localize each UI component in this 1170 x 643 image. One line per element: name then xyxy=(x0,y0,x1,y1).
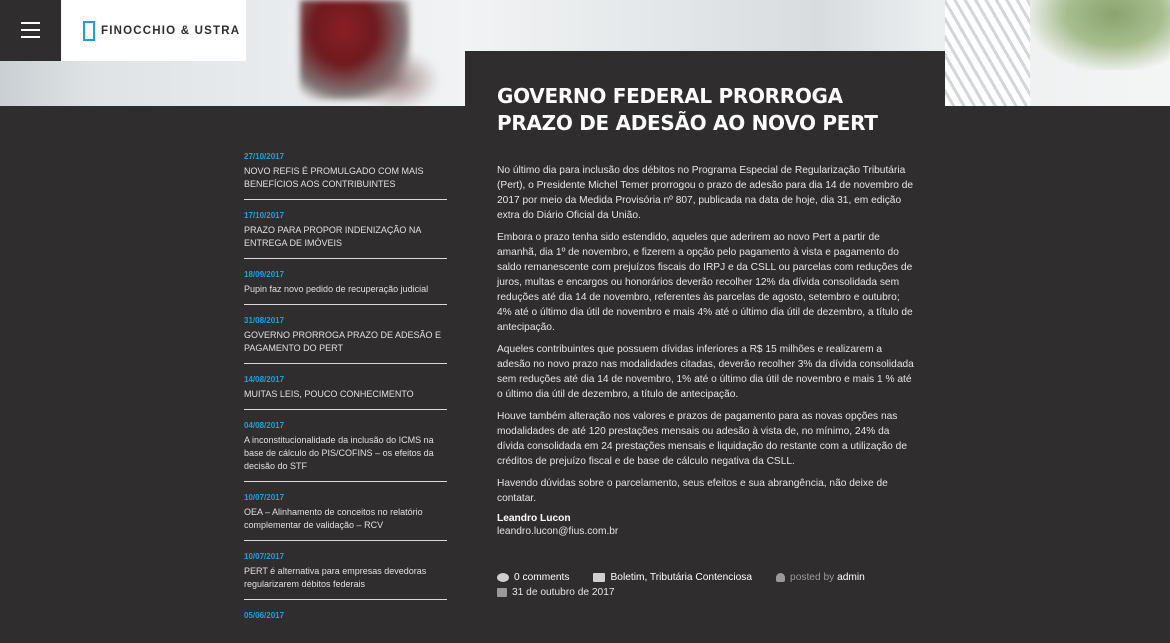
news-title[interactable]: Pupin faz novo pedido de recuperação judicial xyxy=(244,284,429,294)
article-paragraph: Houve também alteração nos valores e prazos de pagamento para as novas opções nas modalidades de até 120 prestações mensais ou adesão à vista de, no mínimo, 24% da dívida consolidada em 24 prestações mensais e liquidação do restante com a utilização de créditos de prejuízo fiscal e de base de cálculo negativa da CSLL. xyxy=(497,411,908,467)
news-item[interactable] xyxy=(244,375,447,410)
categories-link[interactable]: Boletim, Tributária Contenciosa xyxy=(610,572,753,583)
folder-icon xyxy=(593,573,605,582)
news-title[interactable]: OEA – Alinhamento de conceitos no relatório complementar de validação – RCV xyxy=(244,507,423,530)
news-date: 10/07/2017 xyxy=(244,493,285,502)
news-item[interactable] xyxy=(244,421,447,482)
news-item[interactable] xyxy=(244,493,447,541)
menu-bar-icon xyxy=(21,22,40,24)
news-date: 14/08/2017 xyxy=(244,375,285,384)
news-date: 05/06/2017 xyxy=(244,611,285,620)
news-title[interactable]: MUITAS LEIS, POUCO CONHECIMENTO xyxy=(244,389,414,399)
hero-tree xyxy=(1030,0,1170,70)
news-item[interactable] xyxy=(244,270,447,305)
calendar-icon xyxy=(497,588,507,597)
article-paragraph: Aqueles contribuintes que possuem dívidas inferiores a R$ 15 milhões e realizarem a adesão no novo prazo nas modalidades citadas, deverão recolher 3% da dívida consolidada sem reduções até dia 14 de novembro, 1% até o último dia útil de novembro e mais 1 % até o último dia útil de dezembro, a título de antecipação. xyxy=(497,344,914,400)
news-item[interactable] xyxy=(244,611,447,632)
brand-logo[interactable] xyxy=(61,0,246,61)
news-title[interactable]: A inconstitucionalidade da inclusão do ICMS na base de cálculo do PIS/COFINS – os efeitos da decisão do STF xyxy=(244,435,434,471)
user-icon xyxy=(776,573,785,582)
post-date: 31 de outubro de 2017 xyxy=(512,587,615,598)
hero-lattice xyxy=(945,0,1030,106)
article-paragraph: Havendo dúvidas sobre o parcelamento, seus efeitos e sua abrangência, não deixe de contatar. xyxy=(497,478,888,504)
news-list xyxy=(244,152,447,643)
menu-bar-icon xyxy=(21,36,40,38)
news-item[interactable] xyxy=(244,316,447,364)
news-item[interactable] xyxy=(244,552,447,600)
brand-name: FINOCCHIO & USTRA xyxy=(101,24,241,37)
news-date: 18/09/2017 xyxy=(244,270,285,279)
posted-by-label: posted by xyxy=(790,572,835,583)
news-title[interactable]: NOVO REFIS É PROMULGADO COM MAIS BENEFÍCIOS AOS CONTRIBUINTES xyxy=(244,166,424,189)
comments-link[interactable]: 0 comments xyxy=(514,572,570,583)
menu-bar-icon xyxy=(21,29,40,31)
news-title[interactable]: GOVERNO PRORROGA PRAZO DE ADESÃO E PAGAMENTO DO PERT xyxy=(244,330,442,353)
article-paragraph: Embora o prazo tenha sido estendido, aqueles que aderirem ao novo Pert a partir de amanhã, dia 1º de novembro, e fizerem a opção pelo pagamento à vista e pagamento do saldo remanescente com prejuízos fiscais do IRPJ e da CSLL ou parcelas com reduções de juros, multas e encargos ou honorários deverão recolher 12% da dívida consolidada sem reduções até dia 14 de novembro, referentes às parcelas de agosto, setembro e outubro; 4% até o último dia útil de novembro e mais 4% até o último dia útil de dezembro, a título de antecipação. xyxy=(497,232,913,333)
article-author: Leandro Lucon xyxy=(497,513,571,524)
news-date: 17/10/2017 xyxy=(244,211,285,220)
news-date: 04/08/2017 xyxy=(244,421,285,430)
article-paragraph: No último dia para inclusão dos débitos no Programa Especial de Regularização Tributária (Pert), o Presidente Michel Temer prorrogou o prazo de adesão para dia 14 de novembro de 2017 por meio da Medida Provisória nº 807, publicada na data de hoje, dia 31, em edição extra do Diário Oficial da União. xyxy=(497,165,914,221)
author-link[interactable]: admin xyxy=(837,572,865,583)
news-date: 31/08/2017 xyxy=(244,316,285,325)
article-title: GOVERNO FEDERAL PRORROGA PRAZO DE ADESÃO AO NOVO PERT xyxy=(497,84,878,135)
author-email[interactable]: leandro.lucon@fius.com.br xyxy=(497,526,619,537)
news-date: 27/10/2017 xyxy=(244,152,285,161)
news-date: 10/07/2017 xyxy=(244,552,285,561)
comment-icon xyxy=(497,573,509,582)
news-title[interactable]: PERT é alternativa para empresas devedoras regularizarem débitos federais xyxy=(244,566,427,589)
logo-mark-icon xyxy=(83,21,95,41)
hamburger-menu-button[interactable] xyxy=(0,0,61,61)
news-title[interactable]: PRAZO PARA PROPOR INDENIZAÇÃO NA ENTREGA DE IMÓVEIS xyxy=(244,225,421,248)
news-item[interactable] xyxy=(244,211,447,259)
news-item[interactable] xyxy=(244,152,447,200)
article-meta xyxy=(497,570,865,600)
article-panel xyxy=(465,51,945,611)
hero-person-motion xyxy=(350,50,440,110)
